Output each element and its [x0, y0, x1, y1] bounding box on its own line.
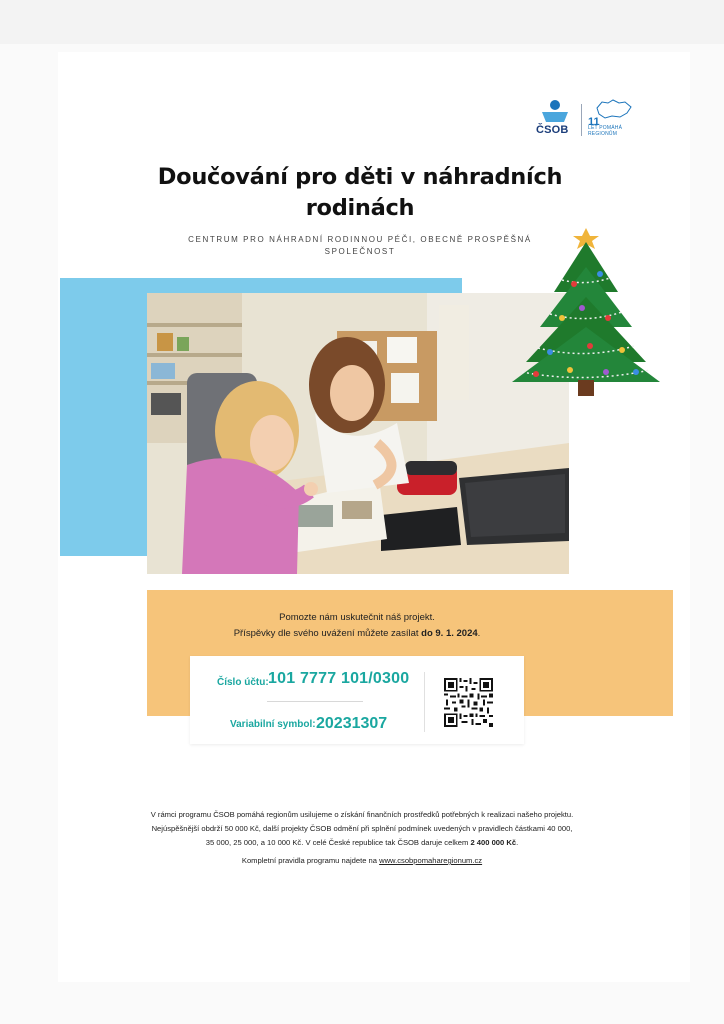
subtitle-line1: CENTRUM PRO NÁHRADNÍ RODINNOU PÉČI, OBECNĚ PROSPĚŠNÁ	[188, 235, 532, 244]
christmas-tree-icon	[510, 222, 662, 400]
deadline-suffix: .	[477, 628, 481, 639]
program-description	[92, 808, 632, 850]
title-line1: Doučování pro děti v náhradních	[157, 164, 563, 190]
tutoring-photo-illustration	[147, 293, 569, 574]
logo-tagline-line2: REGIONŮM	[588, 130, 618, 137]
deadline-prefix: Příspěvky dle svého uvážení můžete zasílat	[233, 628, 422, 639]
tutoring-photo	[147, 293, 569, 574]
payment-vertical-divider	[424, 672, 425, 732]
title-line2: rodinách	[305, 195, 415, 221]
account-number: 101 7777 101/0300	[268, 670, 410, 687]
variable-symbol-label: Variabilní symbol:	[230, 719, 316, 730]
rules-prefix: Kompletní pravidla programu najdete na	[241, 856, 380, 865]
rules-link[interactable]: www.csobpomaharegionum.cz	[379, 856, 483, 865]
czech-map-icon	[594, 98, 634, 120]
footer-line2: Nejúspěšnější obdrží 50 000 Kč, další projekty ČSOB odmění při splnění podmínek uvedených v pravidlech částkami 40 000,	[151, 824, 573, 833]
variable-symbol: 20231307	[316, 715, 388, 732]
logo-tagline-line1: LET POMÁHÁ	[588, 125, 623, 131]
account-label: Číslo účtu:	[217, 677, 269, 688]
deadline-date: do 9. 1. 2024	[421, 628, 478, 639]
top-bar	[0, 0, 724, 44]
total-amount: 2 400 000 Kč	[470, 838, 517, 847]
organization-name	[170, 234, 550, 258]
logo-tagline	[588, 126, 622, 137]
donation-appeal: Pomozte nám uskutečnit náš projekt.	[279, 612, 435, 623]
subtitle-line2: SPOLEČNOST	[324, 247, 396, 256]
rules-text	[92, 856, 632, 865]
footer-line3	[92, 836, 632, 850]
logo-brand-text: ČSOB	[536, 124, 569, 136]
footer-line1: V rámci programu ČSOB pomáhá regionům usilujeme o získání finančních prostředků potřebných k realizaci našeho projektu.	[150, 810, 574, 819]
logo-divider	[581, 104, 582, 136]
payment-divider	[267, 701, 363, 702]
logo-years: 11	[588, 116, 600, 128]
qr-code[interactable]	[444, 678, 493, 727]
footer-line3-suffix: .	[516, 838, 519, 847]
csob-logo	[536, 98, 636, 140]
donation-deadline-text	[147, 628, 567, 639]
page-title	[150, 162, 570, 224]
footer-line3-prefix: 35 000, 25 000, a 10 000 Kč. V celé České republice tak ČSOB daruje celkem	[205, 838, 471, 847]
